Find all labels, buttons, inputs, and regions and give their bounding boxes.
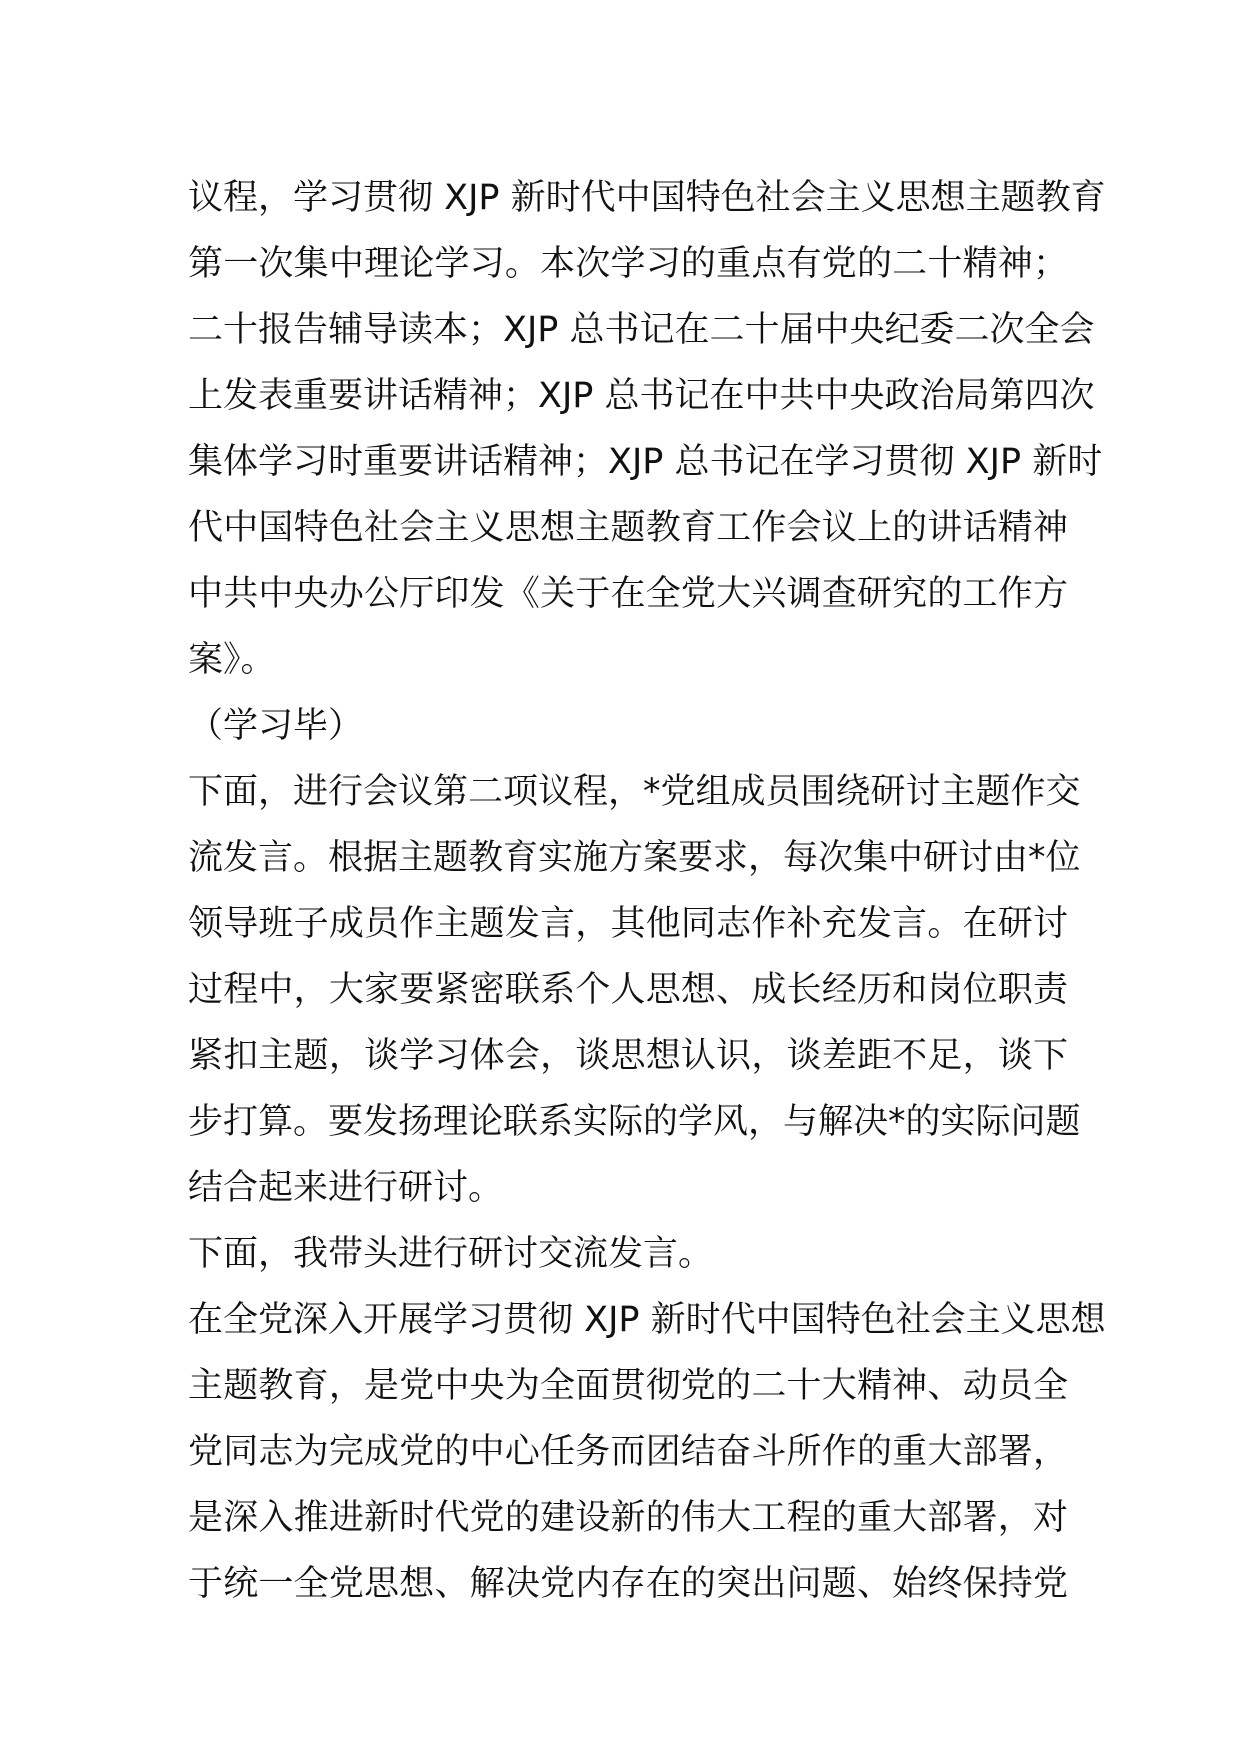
text-line: （学习毕） bbox=[188, 706, 364, 746]
text-line: 第一次集中理论学习。本次学习的重点有党的二十精神； bbox=[188, 244, 1068, 284]
text-line: 流发言。根据主题教育实施方案要求，每次集中研讨由*位 bbox=[188, 838, 1081, 878]
text-line: 是深入推进新时代党的建设新的伟大工程的重大部署，对 bbox=[188, 1498, 1068, 1538]
text-line: 领导班子成员作主题发言，其他同志作补充发言。在研讨 bbox=[188, 904, 1068, 944]
text-line: 上发表重要讲话精神；XJP 总书记在中共中央政治局第四次 bbox=[188, 376, 1095, 416]
text-line: 过程中，大家要紧密联系个人思想、成长经历和岗位职责 bbox=[188, 970, 1068, 1010]
text-line: 案》。 bbox=[188, 640, 276, 680]
text-line: 议程，学习贯彻 XJP 新时代中国特色社会主义思想主题教育 bbox=[188, 178, 1106, 218]
text-line: 集体学习时重要讲话精神；XJP 总书记在学习贯彻 XJP 新时 bbox=[188, 442, 1103, 482]
text-line: 下面，我带头进行研讨交流发言。 bbox=[188, 1234, 714, 1274]
text-line: 二十报告辅导读本；XJP 总书记在二十届中央纪委二次全会 bbox=[188, 310, 1095, 350]
text-line: 代中国特色社会主义思想主题教育工作会议上的讲话精神 bbox=[188, 508, 1068, 548]
text-line: 在全党深入开展学习贯彻 XJP 新时代中国特色社会主义思想 bbox=[188, 1300, 1106, 1340]
text-line: 党同志为完成党的中心任务而团结奋斗所作的重大部署， bbox=[188, 1432, 1068, 1472]
document-body bbox=[188, 165, 1106, 1617]
text-line: 结合起来进行研讨。 bbox=[188, 1168, 504, 1208]
text-line: 紧扣主题，谈学习体会，谈思想认识，谈差距不足，谈下 bbox=[188, 1036, 1068, 1076]
text-line: 中共中央办公厅印发《关于在全党大兴调查研究的工作方 bbox=[188, 574, 1068, 614]
text-line: 主题教育，是党中央为全面贯彻党的二十大精神、动员全 bbox=[188, 1366, 1068, 1406]
text-line: 步打算。要发扬理论联系实际的学风，与解决*的实际问题 bbox=[188, 1102, 1081, 1142]
text-line: 于统一全党思想、解决党内存在的突出问题、始终保持党 bbox=[188, 1564, 1068, 1604]
text-line: 下面，进行会议第二项议程，*党组成员围绕研讨主题作交 bbox=[188, 772, 1081, 812]
